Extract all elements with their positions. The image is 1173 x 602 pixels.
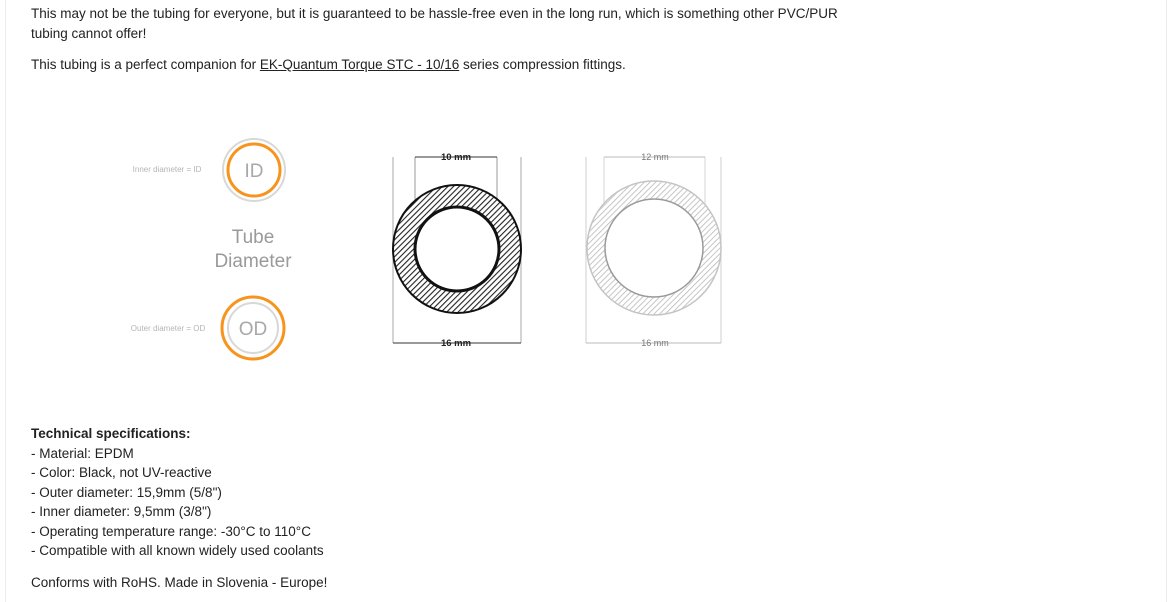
companion-prefix: This tubing is a perfect companion for <box>31 57 260 72</box>
diagram-heading-line2: Diameter <box>214 251 292 272</box>
diagram-heading-line1: Tube <box>231 227 275 248</box>
companion-suffix: series compression fittings. <box>459 57 626 72</box>
tube2-top-dimension: 12 mm <box>641 152 669 162</box>
conformity-note: Conforms with RoHS. Made in Slovenia - Europe! <box>31 575 328 590</box>
specs-list <box>31 444 324 561</box>
spec-item: - Compatible with all known widely used coolants <box>31 543 324 558</box>
spec-item: - Color: Black, not UV-reactive <box>31 465 212 480</box>
inner-diameter-label: Inner diameter = ID <box>132 165 202 174</box>
spec-item: - Outer diameter: 15,9mm (5/8") <box>31 484 222 500</box>
tube2-bottom-dimension: 16 mm <box>641 338 669 348</box>
specs-title: Technical specifications: <box>31 426 191 441</box>
technical-specifications <box>31 424 324 561</box>
spec-item: - Inner diameter: 9,5mm (3/8") <box>31 504 212 519</box>
id-badge-text: ID <box>244 161 264 182</box>
tube1-top-dimension: 10 mm <box>440 152 472 163</box>
intro-paragraph: This may not be the tubing for everyone, but it is guaranteed to be hassle-free even in the long run, which is something other PVC/PUR tubing cannot offer! <box>31 6 838 41</box>
tube-dark-cross-section <box>393 157 521 343</box>
fitting-link[interactable]: EK-Quantum Torque STC - 10/16 <box>259 57 460 72</box>
od-badge-text: OD <box>238 319 268 340</box>
outer-diameter-label: Outer diameter = OD <box>130 324 206 333</box>
spec-item: - Material: EPDM <box>31 445 134 461</box>
tube1-bottom-dimension: 16 mm <box>440 338 472 349</box>
spec-item: - Operating temperature range: -30°C to 110°C <box>31 523 311 539</box>
tube-light-cross-section <box>586 157 721 343</box>
